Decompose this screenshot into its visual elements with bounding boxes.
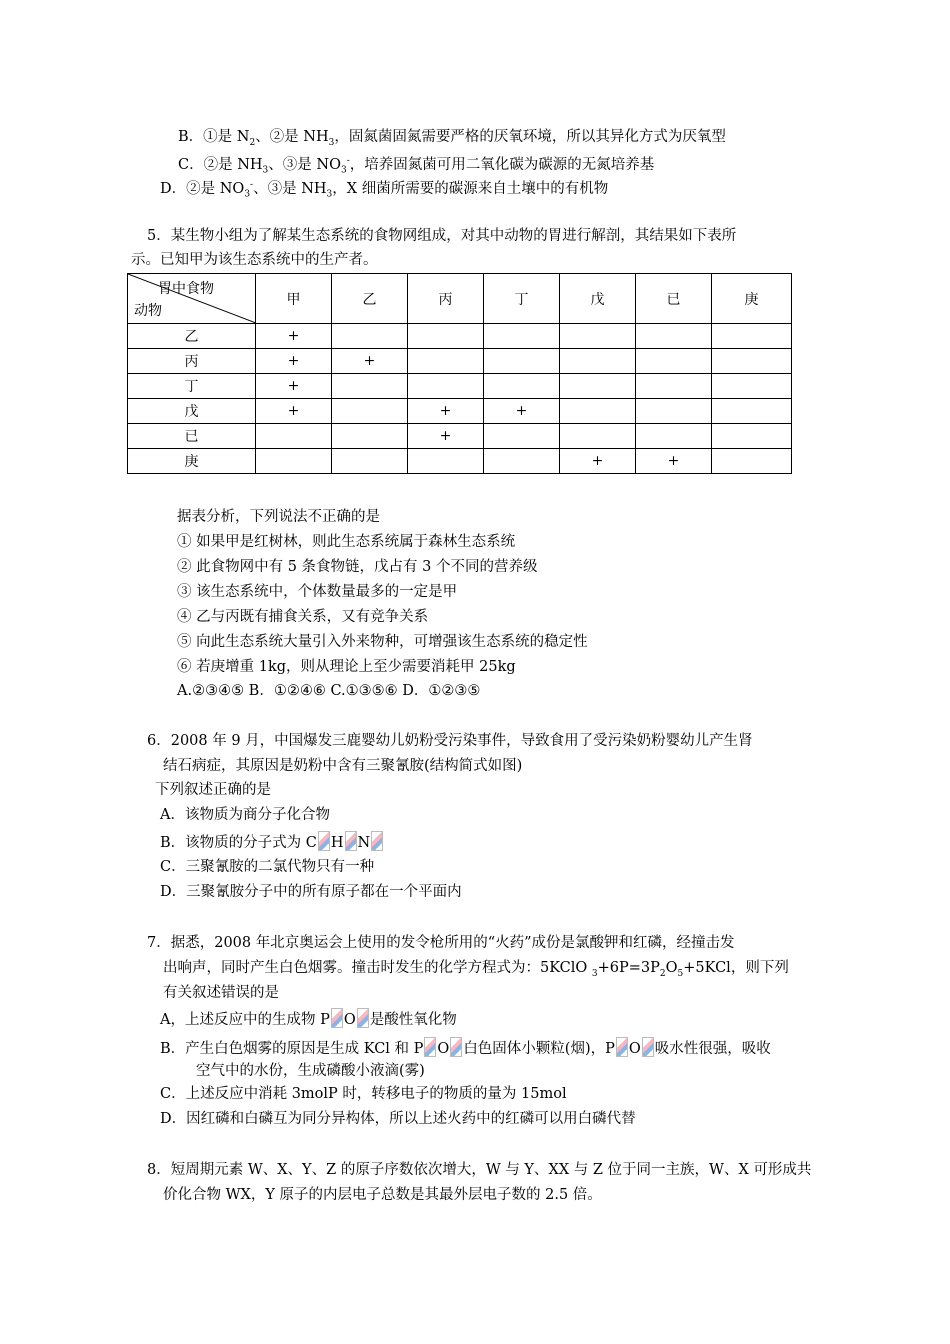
table-cell <box>256 449 332 474</box>
column-header: 乙 <box>332 274 408 324</box>
table-cell: + <box>636 449 712 474</box>
q5-statement: ⑥ 若庚增重 1kg，则从理论上至少需要消耗甲 25kg <box>177 659 516 675</box>
row-header: 丙 <box>128 349 256 374</box>
q5-statement: ③ 该生态系统中，个体数量最多的一定是甲 <box>177 584 458 600</box>
table-cell <box>484 449 560 474</box>
missing-image-icon <box>450 1037 462 1057</box>
table-cell <box>712 449 792 474</box>
row-header: 已 <box>128 424 256 449</box>
missing-image-icon <box>642 1037 654 1057</box>
table-cell <box>408 324 484 349</box>
table-cell <box>408 349 484 374</box>
table-cell <box>484 424 560 449</box>
q6-option-c: C．三聚氰胺的二氯代物只有一种 <box>160 859 375 875</box>
missing-image-icon <box>424 1037 436 1057</box>
table-cell <box>332 324 408 349</box>
table-cell: + <box>408 424 484 449</box>
q6-option-b: B．该物质的分子式为 C H N <box>160 831 384 853</box>
food-web-table <box>127 273 792 474</box>
table-cell <box>408 449 484 474</box>
missing-image-icon <box>318 831 330 851</box>
missing-image-icon <box>371 831 383 851</box>
table-cell <box>256 424 332 449</box>
table-cell <box>332 449 408 474</box>
column-header: 已 <box>636 274 712 324</box>
table-cell: + <box>332 349 408 374</box>
table-cell <box>408 374 484 399</box>
table-cell <box>560 424 636 449</box>
table-header-row <box>128 274 792 324</box>
table-cell <box>712 324 792 349</box>
q7-stem-line3: 有关叙述错误的是 <box>163 985 279 1001</box>
missing-image-icon <box>345 831 357 851</box>
q5-statement: ② 此食物网中有 5 条食物链，戊占有 3 个不同的营养级 <box>177 559 538 575</box>
table-cell <box>332 399 408 424</box>
row-header: 庚 <box>128 449 256 474</box>
table-cell <box>332 424 408 449</box>
q5-stem-line2: 示。已知甲为该生态系统中的生产者。 <box>131 252 378 268</box>
table-cell <box>712 399 792 424</box>
column-header: 丁 <box>484 274 560 324</box>
q4-option-c: C．②是 $NH_3$、③是 $NO_3^-$，培养固氮菌可用二氧化碳为碳源的无氮培养基 <box>178 156 655 176</box>
q7-stem-line1: 7．据悉，2008 年北京奥运会上使用的发令枪所用的“火药”成份是氯酸钾和红磷，经撞击发 <box>147 935 735 951</box>
table-row <box>128 424 792 449</box>
column-header: 丙 <box>408 274 484 324</box>
q5-choices: A.②③④⑤ B．①②④⑥ C.①③⑤⑥ D．①②③⑤ <box>177 683 481 699</box>
corner-label-food: 胃中食物 <box>158 281 214 297</box>
q7-option-b: B．产生白色烟雾的原因是生成 KCl 和 P O 白色固体小颗粒(烟)，P O 吸水性很强，吸收 <box>160 1037 771 1059</box>
table-cell <box>636 424 712 449</box>
table-row <box>128 324 792 349</box>
row-header: 乙 <box>128 324 256 349</box>
table-cell: + <box>256 349 332 374</box>
q7-option-d: D．因红磷和白磷互为同分异构体，所以上述火药中的红磷可以用白磷代替 <box>160 1111 636 1127</box>
row-header: 丁 <box>128 374 256 399</box>
q4-option-d: D．②是 $NO_3^-$、③是 $NH_3$，X 细菌所需要的碳源来自土壤中的有机物 <box>160 180 609 200</box>
table-cell <box>712 349 792 374</box>
q5-analysis-prompt: 据表分析，下列说法不正确的是 <box>177 509 380 525</box>
q6-option-d: D．三聚氰胺分子中的所有原子都在一个平面内 <box>160 884 462 900</box>
table-cell: + <box>256 399 332 424</box>
q7-stem-line2: 出响声，同时产生白色烟雾。撞击时发生的化学方程式为：5KClO $_3+6P=3P_2O_5+5KCl$，则下列 <box>163 960 789 979</box>
table-cell <box>560 399 636 424</box>
table-cell: + <box>560 449 636 474</box>
table-cell <box>484 349 560 374</box>
missing-image-icon <box>616 1037 628 1057</box>
table-row <box>128 374 792 399</box>
missing-image-icon <box>331 1008 343 1028</box>
table-cell <box>636 349 712 374</box>
q5-stem-line1: 5．某生物小组为了解某生态系统的食物网组成，对其中动物的胃进行解剖，其结果如下表所 <box>147 228 737 244</box>
q7-option-a: A，上述反应中的生成物 P O 是酸性氧化物 <box>160 1008 457 1030</box>
q8-stem-line1: 8．短周期元素 W、X、Y、Z 的原子序数依次增大，W 与 Y、XX 与 Z 位于同一主族，W、X 可形成共 <box>147 1162 812 1178</box>
table-cell: + <box>408 399 484 424</box>
table-row <box>128 449 792 474</box>
q7-option-c: C．上述反应中消耗 3molP 时，转移电子的物质的量为 15mol <box>160 1086 567 1102</box>
table-cell <box>332 374 408 399</box>
missing-image-icon <box>357 1008 369 1028</box>
table-cell <box>560 374 636 399</box>
q7-option-b-line2: 空气中的水份，生成磷酸小液滴(雾) <box>196 1063 425 1079</box>
q6-stem-line2: 结石病症，其原因是奶粉中含有三聚氰胺(结构简式如图) <box>163 758 523 774</box>
column-header: 甲 <box>256 274 332 324</box>
table-cell <box>484 324 560 349</box>
table-cell: + <box>256 324 332 349</box>
table-cell <box>560 324 636 349</box>
table-cell <box>712 374 792 399</box>
q6-lead: 下列叙述正确的是 <box>155 782 271 798</box>
q8-stem-line2: 价化合物 WX，Y 原子的内层电子总数是其最外层电子数的 2.5 倍。 <box>163 1187 602 1203</box>
row-header: 戊 <box>128 399 256 424</box>
table-cell <box>484 374 560 399</box>
table-row <box>128 349 792 374</box>
q6-stem-line1: 6．2008 年 9 月，中国爆发三鹿婴幼儿奶粉受污染事件，导致食用了受污染奶粉婴幼儿产生肾 <box>147 733 753 749</box>
q5-statement: ④ 乙与丙既有捕食关系，又有竞争关系 <box>177 609 429 625</box>
table-cell <box>712 424 792 449</box>
q6-option-a: A．该物质为商分子化合物 <box>160 807 330 823</box>
q5-statement: ⑤ 向此生态系统大量引入外来物种，可增强该生态系统的稳定性 <box>177 634 588 650</box>
table-cell <box>636 324 712 349</box>
corner-label-animal: 动物 <box>134 303 162 319</box>
table-cell <box>636 399 712 424</box>
table-row <box>128 399 792 424</box>
table-cell: + <box>484 399 560 424</box>
q4-option-b: B．①是 $N_2$、②是 $NH_3$，固氮菌固氮需要严格的厌氧环境，所以其异化方式为厌氧型 <box>178 129 726 148</box>
table-corner-cell <box>128 274 256 324</box>
column-header: 庚 <box>712 274 792 324</box>
table-cell <box>636 374 712 399</box>
column-header: 戊 <box>560 274 636 324</box>
q5-statement: ① 如果甲是红树林，则此生态系统属于森林生态系统 <box>177 534 516 550</box>
table-cell <box>560 349 636 374</box>
table-cell: + <box>256 374 332 399</box>
